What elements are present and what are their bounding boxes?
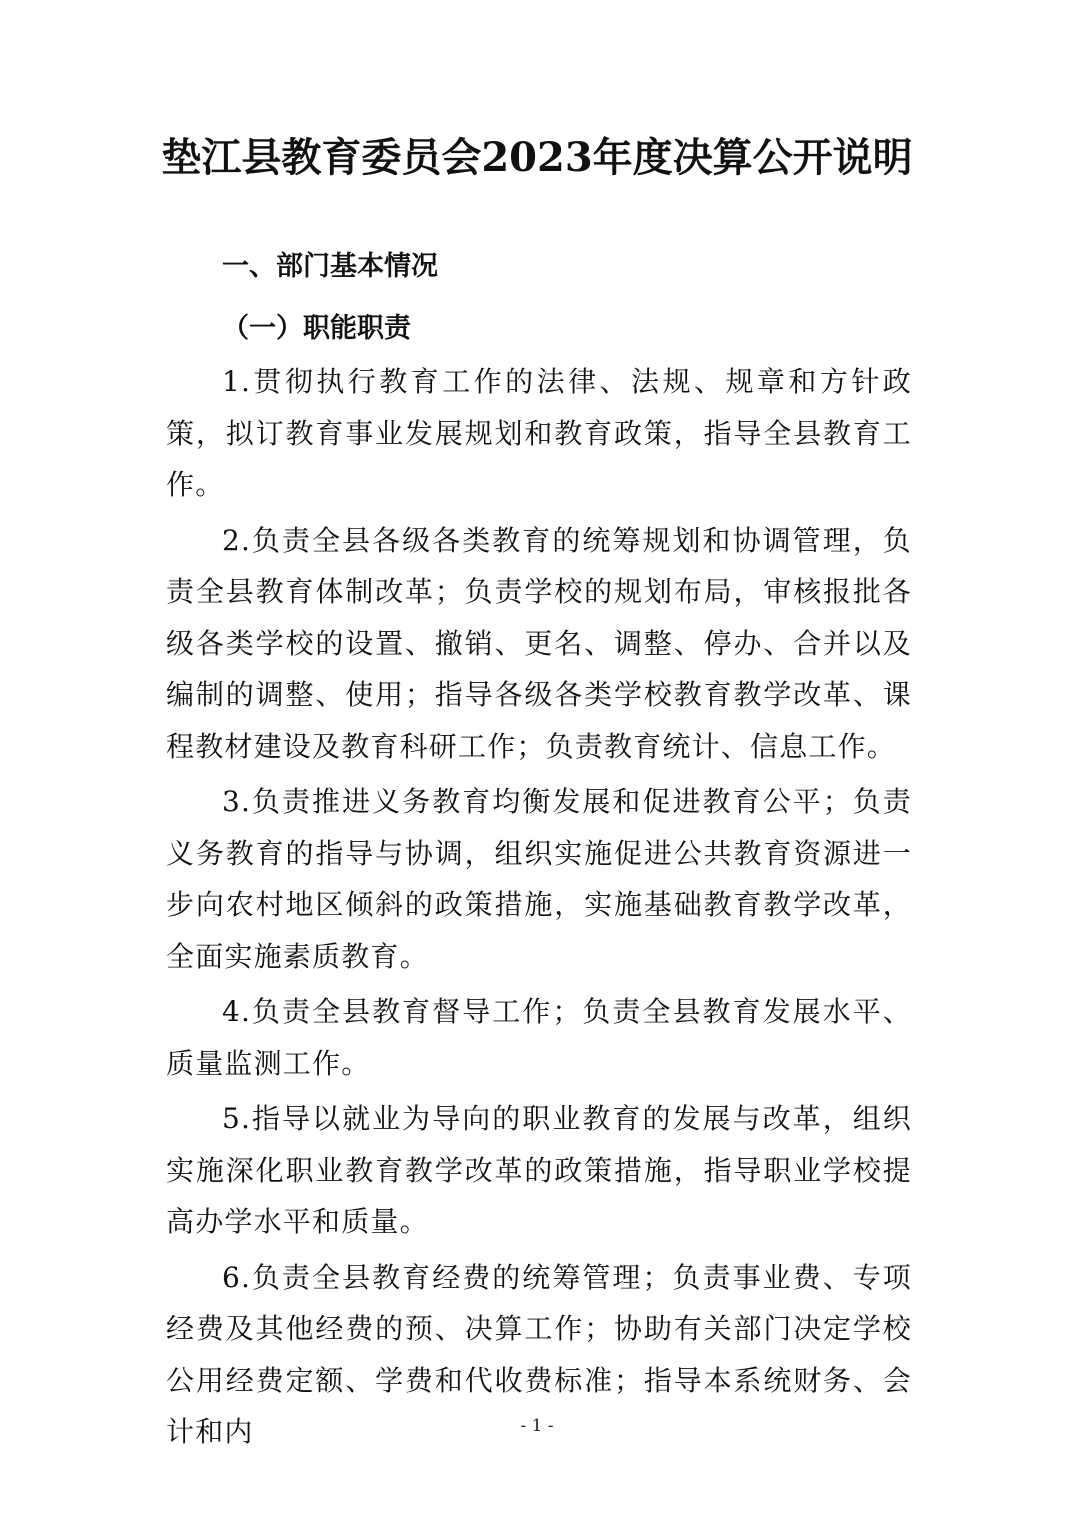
paragraph-4: 4.负责全县教育督导工作；负责全县教育发展水平、质量监测工作。: [166, 995, 912, 1080]
paragraph-1: 1.贯彻执行教育工作的法律、法规、规章和方针政策，拟订教育事业发展规划和教育政策，指导全县教育工作。: [166, 365, 912, 501]
page-number: - 1 -: [520, 1416, 554, 1436]
document-title: 垫江县教育委员会2023年度决算公开说明: [161, 134, 913, 181]
paragraph-5: 5.指导以就业为导向的职业教育的发展与改革，组织实施深化职业教育教学改革的政策措施，指导职业学校提高办学水平和质量。: [166, 1102, 912, 1238]
paragraph-2: 2.负责全县各级各类教育的统筹规划和协调管理，负责全县教育体制改革；负责学校的规划布局，审核报批各级各类学校的设置、撤销、更名、调整、停办、合并以及编制的调整、使用；指导各级各类学校教育教学改革、课程教材建设及教育科研工作；负责教育统计、信息工作。: [166, 523, 912, 763]
section-heading: 一、部门基本情况: [222, 251, 438, 282]
sub-heading: （一）职能职责: [222, 313, 411, 344]
paragraph-3: 3.负责推进义务教育均衡发展和促进教育公平；负责义务教育的指导与协调，组织实施促进公共教育资源进一步向农村地区倾斜的政策措施，实施基础教育教学改革，全面实施素质教育。: [166, 785, 912, 973]
body-text: [166, 356, 912, 1462]
paragraph-6: 6.负责全县教育经费的统筹管理；负责事业费、专项经费及其他经费的预、决算工作；协助有关部门决定学校公用经费定额、学费和代收费标准；指导本系统财务、会计和内: [166, 1260, 912, 1448]
